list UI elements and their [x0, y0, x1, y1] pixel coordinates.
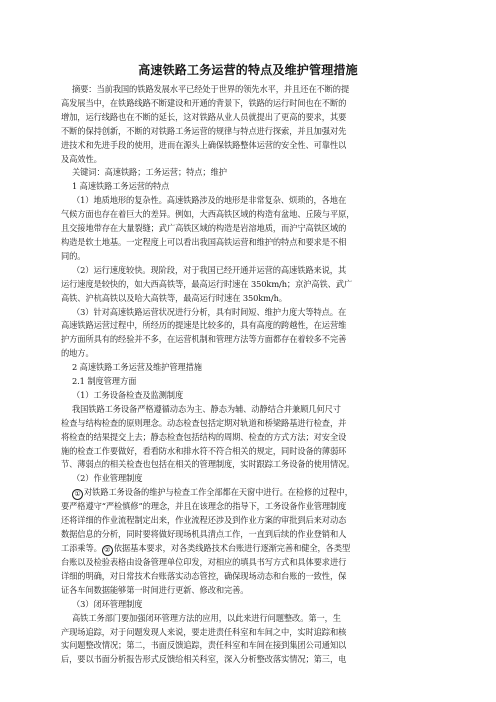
document-body [61, 83, 437, 667]
body-line: 施的检查工作要做好，看看防水和排水符不符合相关的规定，同时设备的薄弱环 [61, 445, 347, 456]
abstract-line: 不断的保持创新，不断的对铁路工务运营的规律与特点进行探索，并且加强对先 [61, 125, 347, 136]
body-line: 产现场追踪，对于问题发现人来说，要走进责任科室和车间之中，实时追踪和核 [61, 626, 347, 637]
body-line: 我国铁路工务设备严格遵循动态为主、静态为辅、动静结合并兼顾几何尺寸 [72, 403, 341, 414]
abstract-line: 及高效性。 [61, 153, 102, 164]
section-heading: 2 高速铁路工务运营及维护管理措施 [72, 362, 202, 373]
body-line: 还将详细的作业流程制定出来，作业流程还涉及到作业方案的审批到后来对动态 [61, 515, 347, 526]
body-line: 气候方面也存在着巨大的差异。例如，大西高铁区域的构造有盆地、丘陵与平原， [61, 209, 355, 220]
body-line: 的地方。 [61, 348, 94, 359]
abstract-line: 高发展当中，在铁路线路不断建设和开通的背景下，铁路的运行时间也在不断的 [61, 97, 347, 108]
body-line: 且交接地带存在大量裂缝；武广高铁区域的构造是岩溶地质，而沪宁高铁区域的 [61, 223, 347, 234]
body-line: 检查与结构检查的原则理念。动态检查包括定期对轨道和桥梁路基进行检查，并 [61, 417, 347, 428]
document-title: 高速铁路工务运营的特点及维护管理措施 [138, 63, 358, 77]
abstract-line: 增加，运行线路也在不断的延长，这对铁路从业人员就提出了更高的要求，其要 [61, 111, 347, 122]
body-line: 同的。 [61, 250, 86, 261]
body-line: （1）地质地形的复杂性。高速铁路涉及的地形是非常复杂、烦琐的，各地在 [72, 195, 347, 206]
body-line: 将检查的结果提交上去；静态检查包括结构的周期、检查的方式方法；对安全设 [61, 431, 347, 442]
circled-number-2: ② [102, 545, 113, 556]
body-line: （3）闭环管理制度 [72, 598, 143, 609]
body-line: 数据信息的分析，同时要将做好现场机具清点工作，一直到后续的作业登销和人 [61, 529, 347, 540]
body-line: 高铁工务部门要加强闭环管理方法的应用，以此来进行问题整改。第一，生 [72, 612, 341, 623]
body-line: 详细的明确，对日常技术台账落实动态管控，确保现场动态和台账的一致性，保 [61, 570, 347, 581]
body-line: 实问题整改情况；第二，书面反馈追踪，责任科室和车间在接到集团公司通知以 [61, 640, 347, 651]
body-line: 高铁、沪杭高铁以及哈大高铁等，最高运行时速在 350km/h。 [61, 292, 287, 303]
circled-number-1: ① [72, 489, 83, 500]
body-line: 高速铁路运营过程中，所经历的提速是比较多的，具有高度的跨越性，在运营维 [61, 320, 347, 331]
keywords-line: 关键词：高速铁路；工务运营；特点；维护 [72, 167, 227, 178]
body-line: 护方面所具有的经验并不多，在运营机制和管理方法等方面都存在着较多不完善 [61, 334, 347, 345]
body-line: 构造是软土地基。一定程度上可以看出我国高铁运营和维护的特点和要求是不相 [61, 236, 347, 247]
abstract-line: 进技术和先进手段的使用，进而在源头上确保铁路整体运营的安全性、可靠性以 [61, 139, 347, 150]
body-line: （3）针对高速铁路运营状况进行分析，具有时间短、维护力度大等特点。在 [72, 306, 347, 317]
abstract-line: 摘要：当前我国的铁路发展水平已经处于世界的领先水平，并且还在不断的提 [72, 84, 350, 94]
body-line: 台账以及检验表格由设备管理单位印发，对相应的填具书写方式和具体要求进行 [61, 557, 347, 567]
section-heading: 1 高速铁路工务运营的特点 [72, 181, 170, 192]
body-line: ① 对铁路工务设备的维护与检查工作全部都在天窗中进行。在检修的过程中， [61, 486, 437, 500]
body-line: 证各车间数据能够第一时间进行更新、修改和完善。 [61, 584, 249, 595]
body-line: 后，要以书面分析报告形式反馈给相关科室，深入分析整改落实情况；第三，电 [61, 654, 347, 665]
body-line: 节、薄弱点的相关检查也包括在相关的管理制度，实时跟踪工务设备的使用情况。 [61, 459, 355, 470]
body-line: 运行速度是较快的，如大西高铁等，最高运行时速在 350km/h；京沪高铁、武广 [61, 278, 353, 289]
body-line: 工添乘等。 ② 依据基本要求，对各类线路技术台账进行逐渐完善和健全，各类型 [61, 543, 351, 554]
body-line: （2）作业管理制度 [72, 473, 143, 484]
body-line: （2）运行速度较快。现阶段，对于我国已经开通并运营的高速铁路来说，其 [72, 264, 347, 275]
subsection-heading: 2.1 制度管理方面 [72, 376, 137, 387]
body-line: 要严格遵守“严检慎修”的理念，并且在该理念的指导下，工务设备作业管理制度 [61, 501, 347, 512]
body-line: （1）工务设备检查及监测制度 [72, 389, 184, 400]
